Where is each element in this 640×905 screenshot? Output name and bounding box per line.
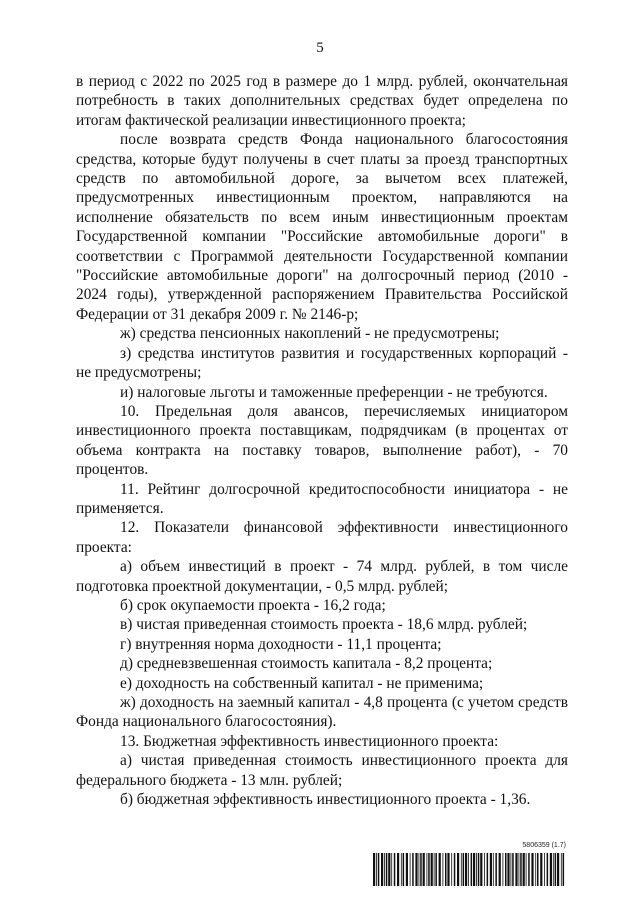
paragraph: б) бюджетная эффективность инвестиционного проекта - 1,36. — [120, 791, 531, 809]
paragraph: 11. Рейтинг долгосрочной кредитоспособности инициатора - не применяется. — [76, 480, 568, 517]
paragraph: ж) доходность на заемный капитал - 4,8 процента (с учетом средств Фонда национального благосостояния). — [76, 694, 568, 731]
paragraph: з) средства институтов развития и государственных корпораций - не предусмотрены; — [76, 344, 568, 382]
barcode-icon — [372, 853, 566, 886]
paragraph: б) срок окупаемости проекта - 16,2 года; — [120, 596, 386, 614]
paragraph: 12. Показатели финансовой эффективности инвестиционного проекта: — [76, 519, 568, 556]
paragraph: е) доходность на собственный капитал - не применима; — [120, 674, 484, 692]
paragraph: и) налоговые льготы и таможенные преференции - не требуются. — [120, 383, 548, 401]
paragraph: г) внутренняя норма доходности - 11,1 процента; — [120, 635, 442, 653]
paragraph: после возврата средств Фонда национального благосостояния средства, которые будут получены в счет платы за проезд транспортных средств по автомобильной дороге, за вычетом всех платежей, предусмотренных инвестиционным проектом, направляются на исполнение обязательств по всем иным инвестиционным проектам Государственной компании "Российские автомобильные дороги" в соответствии с Программой деятельности Государственной компании "Российские автомобильные дороги" на долгосрочный период (2010 - 2024 годы), утвержденной распоряжением Правительства Российской Федерации от 31 декабря 2009 г. № 2146-р; — [76, 131, 568, 323]
paragraph: 13. Бюджетная эффективность инвестиционного проекта: — [120, 732, 499, 750]
paragraph: а) объем инвестиций в проект - 74 млрд. рублей, в том числе подготовка проектной документации, - 0,5 млрд. рублей; — [76, 558, 568, 595]
barcode-block — [372, 842, 566, 886]
paragraph: 10. Предельная доля авансов, перечисляемых инициатором инвестиционного проекта поставщикам, подрядчикам (в процентах от объема контракта на поставку товаров, выполнение работ), - 70 процентов. — [76, 402, 568, 479]
barcode-number: 5806359 (1.7) — [522, 842, 566, 849]
page-number: 5 — [316, 40, 324, 56]
document-body — [76, 72, 568, 809]
paragraph: в период с 2022 по 2025 год в размере до 1 млрд. рублей, окончательная потребность в таких дополнительных средствах будет определена по итогам фактической реализации инвестиционного проекта; — [76, 73, 568, 129]
paragraph: а) чистая приведенная стоимость инвестиционного проекта для федерального бюджета - 13 млн. рублей; — [76, 752, 568, 789]
paragraph: в) чистая приведенная стоимость проекта - 18,6 млрд. рублей; — [120, 616, 528, 634]
paragraph: д) средневзвешенная стоимость капитала - 8,2 процента; — [120, 655, 493, 673]
paragraph: ж) средства пенсионных накоплений - не предусмотрены; — [120, 325, 500, 343]
